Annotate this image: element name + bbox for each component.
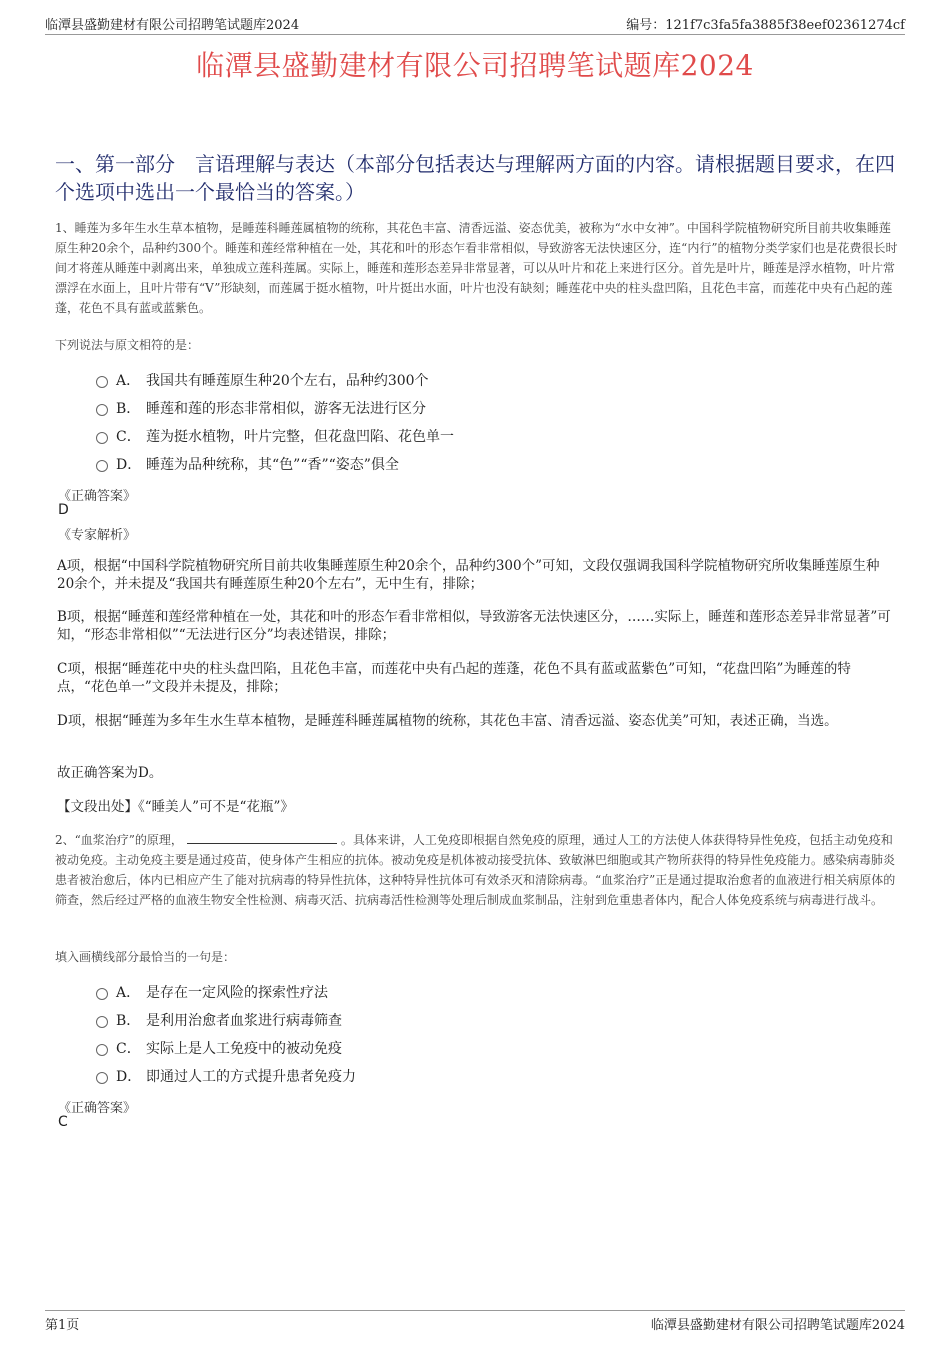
analysis-conclusion: 故正确答案为D。 [57, 765, 163, 781]
analysis-paragraph-a: A项，根据“中国科学院植物研究所目前共收集睡莲原生种20余个，品种约300个”可知，文段仅强调我国科学院植物研究所收集睡莲原生种20余个，并未提及“我国共有睡莲原生种20个左右”，无中生有，排除； [57, 558, 880, 592]
footer-page-number: 第1页 [45, 1318, 80, 1333]
radio-icon[interactable] [96, 376, 108, 388]
question-1-prompt: 下列说法与原文相符的是： [55, 338, 200, 352]
option-text: 是存在一定风险的探索性疗法 [146, 985, 328, 1001]
question-2-option-d[interactable] [96, 1062, 876, 1090]
question-2-option-a[interactable] [96, 978, 876, 1006]
page-header [45, 14, 905, 35]
page-title: 临潭县盛勤建材有限公司招聘笔试题库2024 [196, 49, 754, 82]
option-letter: C． [116, 429, 141, 445]
analysis-paragraph-b: B项，根据“睡莲和莲经常种植在一处，其花和叶的形态乍看非常相似，导致游客无法快速区分，……实际上，睡莲和莲形态差异非常显著”可知，“形态非常相似”“无法进行区分”均表述错误，排除； [57, 609, 891, 643]
option-letter: B． [116, 1013, 141, 1029]
option-text: 实际上是人工免疫中的被动免疫 [146, 1041, 342, 1057]
question-2-body-start: 2、“血浆治疗”的原理， [55, 833, 183, 847]
option-text: 即通过人工的方式提升患者免疫力 [146, 1069, 356, 1085]
question-1-option-d[interactable] [96, 450, 876, 478]
question-1-answer-label: 《正确答案》 [58, 489, 137, 504]
option-text: 睡莲为品种统称，其“色”“香”“姿态”俱全 [146, 457, 399, 473]
radio-icon[interactable] [96, 404, 108, 416]
page-footer [45, 1310, 905, 1333]
analysis-paragraph-c: C项，根据“睡莲花中央的柱头盘凹陷，且花色丰富，而莲花中央有凸起的莲蓬，花色不具有蓝或蓝紫色”可知，“花盘凹陷”为睡莲的特点，“花色单一”文段并未提及，排除； [57, 661, 851, 695]
fill-in-blank [187, 831, 337, 844]
question-2-body-rest: 。具体来讲，人工免疫即根据自然免疫的原理，通过人工的方法使人体获得特异性免疫，包括主动免疫和被动免疫。主动免疫主要是通过疫苗，使身体产生相应的抗体。被动免疫是机体被动接受抗体、致敏淋巴细胞或其产物所获得的特异性免疫能力。感染病毒肺炎患者被治愈后，体内已相应产生了能对抗病毒的特异性抗体，这种特异性抗体可有效杀灭和清除病毒。“血浆治疗”正是通过提取治愈者的血液进行相关病原体的筛查，然后经过严格的血液生物安全性检测、病毒灭活、抗病毒活性检测等处理后制成血浆制品，注射到危重患者体内，配合人体免疫系统与病毒进行战斗。 [55, 833, 896, 907]
question-1-option-c[interactable] [96, 422, 876, 450]
radio-icon[interactable] [96, 460, 108, 472]
option-letter: A． [116, 373, 141, 389]
question-1-answer: D [58, 502, 69, 518]
question-1-options [96, 366, 876, 478]
option-text: 是利用治愈者血浆进行病毒筛查 [146, 1013, 342, 1029]
option-letter: D． [116, 457, 142, 473]
header-left-title: 临潭县盛勤建材有限公司招聘笔试题库2024 [45, 18, 300, 33]
option-letter: B． [116, 401, 141, 417]
option-text: 睡莲和莲的形态非常相似，游客无法进行区分 [146, 401, 426, 417]
source-citation: 【文段出处】《“睡美人”可不是“花瓶”》 [57, 799, 294, 815]
header-doc-id: 编号：121f7c3fa5fa3885f38eef02361274cf [626, 18, 905, 33]
question-2-answer: C [58, 1114, 68, 1130]
option-letter: A． [116, 985, 141, 1001]
radio-icon[interactable] [96, 1072, 108, 1084]
footer-title: 临潭县盛勤建材有限公司招聘笔试题库2024 [650, 1318, 905, 1333]
question-1-option-a[interactable] [96, 366, 876, 394]
question-2-options [96, 978, 876, 1090]
option-text: 莲为挺水植物，叶片完整，但花盘凹陷、花色单一 [146, 429, 454, 445]
question-1-body: 1、睡莲为多年生水生草本植物，是睡莲科睡莲属植物的统称，其花色丰富、清香远溢、姿态优美，被称为“水中女神”。中国科学院植物研究所目前共收集睡莲原生种20余个，品种约300个。睡莲和莲经常种植在一处，其花和叶的形态乍看非常相似，导致游客无法快速区分，连“内行”的植物分类学家们也是花费很长时间才将莲从睡莲中剥离出来，单独成立莲科莲属。实际上，睡莲和莲形态差异非常显著，可以从叶片和花上来进行区分。首先是叶片，睡莲是浮水植物，叶片常漂浮在水面上，且叶片带有“V”形缺刻，而莲属于挺水植物，叶片挺出水面，叶片也没有缺刻；睡莲花中央的柱头盘凹陷，且花色丰富，而莲花中央有凸起的莲蓬，花色不具有蓝或蓝紫色。 [55, 221, 898, 315]
radio-icon[interactable] [96, 1016, 108, 1028]
question-2-prompt: 填入画横线部分最恰当的一句是： [55, 950, 236, 964]
question-2-body [55, 830, 900, 910]
question-2-option-c[interactable] [96, 1034, 876, 1062]
section-title: 一、第一部分 言语理解与表达（本部分包括表达与理解两方面的内容。请根据题目要求，在四个选项中选出一个最恰当的答案。） [55, 152, 895, 204]
question-2-answer-label: 《正确答案》 [58, 1101, 137, 1116]
question-2-option-b[interactable] [96, 1006, 876, 1034]
radio-icon[interactable] [96, 1044, 108, 1056]
question-1-option-b[interactable] [96, 394, 876, 422]
radio-icon[interactable] [96, 432, 108, 444]
option-text: 我国共有睡莲原生种20个左右，品种约300个 [146, 373, 429, 389]
question-1-analysis-label: 《专家解析》 [58, 528, 137, 543]
radio-icon[interactable] [96, 988, 108, 1000]
option-letter: D． [116, 1069, 142, 1085]
analysis-paragraph-d: D项，根据“睡莲为多年生水生草本植物，是睡莲科睡莲属植物的统称，其花色丰富、清香远溢、姿态优美”可知，表述正确，当选。 [57, 713, 838, 729]
option-letter: C． [116, 1041, 141, 1057]
